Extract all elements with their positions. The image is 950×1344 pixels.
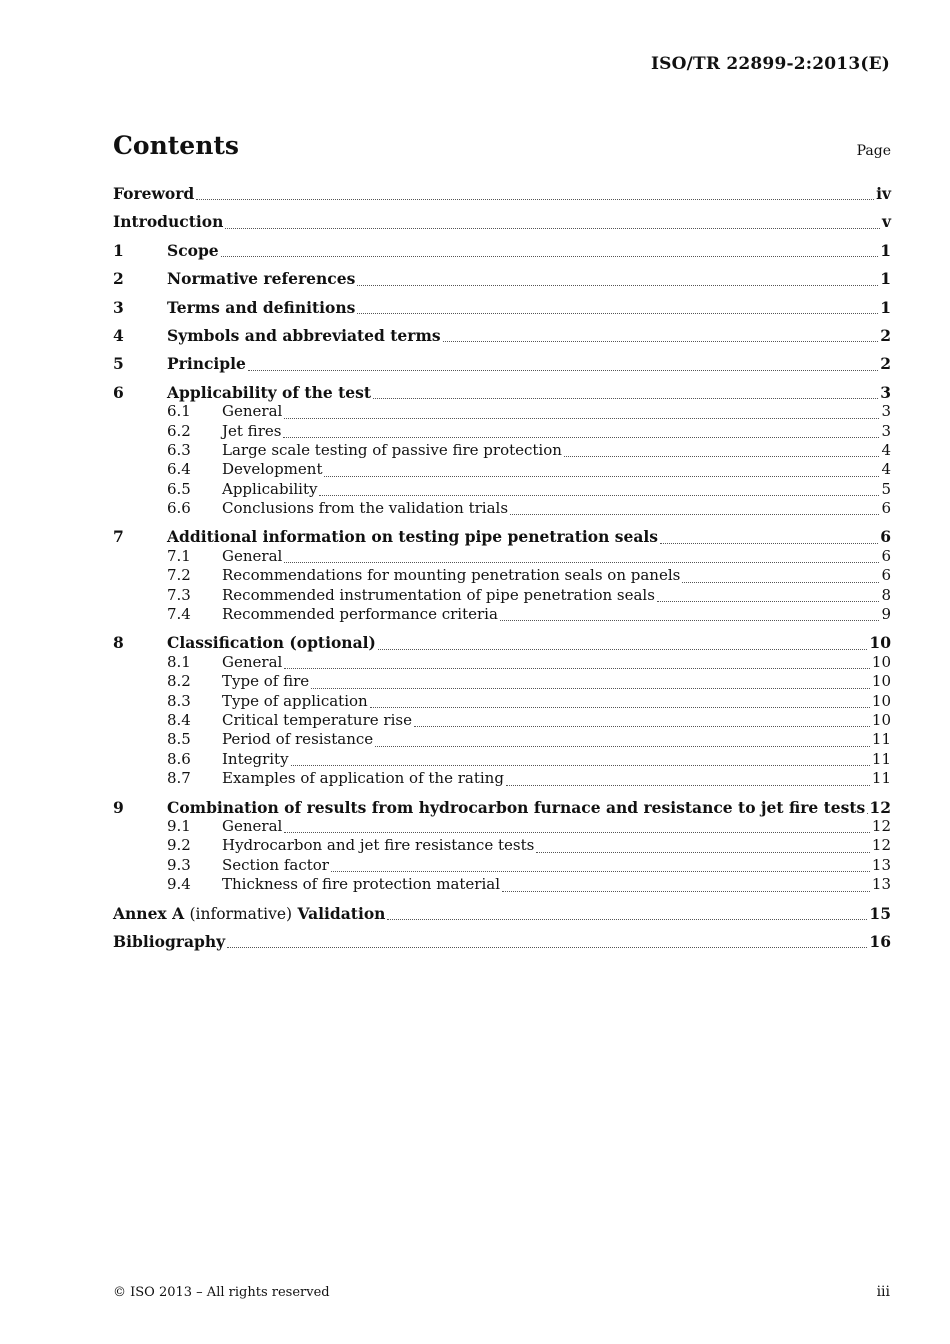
toc-subentry[interactable] — [113, 730, 891, 749]
toc-entry-title: Applicability — [222, 479, 318, 498]
dot-leader — [682, 581, 879, 583]
toc-entry-title: Terms and definitions — [167, 297, 356, 317]
toc-entry-title: Applicability of the test — [167, 382, 372, 402]
toc-entry-number: 6.1 — [167, 402, 191, 421]
toc-subentry[interactable] — [113, 836, 891, 855]
toc-entry-number: 2 — [113, 269, 124, 289]
contents-heading-row — [113, 131, 891, 165]
toc-subentry[interactable] — [113, 566, 891, 585]
toc-entry-number: 9.4 — [167, 875, 191, 894]
dot-leader — [373, 397, 878, 399]
toc-entry-title: Section factor — [222, 855, 329, 874]
toc-entry-page: 3 — [880, 382, 891, 402]
toc-entry-page: 15 — [869, 903, 891, 923]
dot-leader — [284, 561, 879, 563]
dot-leader — [375, 745, 870, 747]
dot-leader — [284, 417, 879, 419]
toc-entry-title: Symbols and abbreviated terms — [167, 325, 441, 345]
toc-entry[interactable] — [113, 212, 891, 231]
dot-leader — [284, 831, 870, 833]
toc-entry-number: 7.2 — [167, 566, 191, 585]
annex-title: Validation — [297, 903, 386, 923]
toc-entry-number: 3 — [113, 297, 124, 317]
toc-entry-title: Jet fires — [222, 421, 282, 440]
toc-entry-title: Large scale testing of passive fire protection — [222, 440, 562, 459]
toc-entry-number: 9.3 — [167, 855, 191, 874]
toc-entry-page: 3 — [881, 421, 891, 440]
table-of-contents — [113, 184, 891, 951]
dot-leader — [324, 475, 879, 477]
toc-entry-page: 10 — [869, 633, 891, 653]
toc-entry-title: Bibliography — [113, 931, 226, 951]
dot-leader — [225, 227, 880, 229]
toc-entry-page: 13 — [871, 855, 891, 874]
toc-entry[interactable] — [113, 798, 891, 817]
toc-subentry[interactable] — [113, 672, 891, 691]
toc-subentry[interactable] — [113, 750, 891, 769]
toc-entry-page: 10 — [871, 710, 891, 729]
dot-leader — [657, 600, 880, 602]
toc-entry-page: 1 — [880, 240, 891, 260]
toc-entry-page: 1 — [880, 269, 891, 289]
toc-entry[interactable] — [113, 904, 891, 923]
toc-entry-number: 9 — [113, 797, 124, 817]
toc-entry-number: 7 — [113, 527, 124, 547]
toc-entry-number: 6 — [113, 382, 124, 402]
dot-leader — [506, 784, 870, 786]
page-column-label: Page — [856, 143, 891, 159]
toc-entry-number: 6.2 — [167, 421, 191, 440]
toc-entry-page: 2 — [880, 354, 891, 374]
toc-entry-page: 16 — [869, 931, 891, 951]
toc-entry-page: 11 — [871, 769, 891, 788]
toc-entry-title: Recommended performance criteria — [222, 605, 498, 624]
toc-entry-page: 11 — [871, 730, 891, 749]
toc-entry-page: 11 — [871, 749, 891, 768]
dot-leader — [502, 890, 870, 892]
dot-leader — [660, 542, 878, 544]
toc-entry-title: Critical temperature rise — [222, 710, 412, 729]
toc-subentry[interactable] — [113, 817, 891, 836]
toc-entry-page: 8 — [881, 585, 891, 604]
dot-leader — [510, 513, 879, 515]
toc-entry-page: 6 — [881, 546, 891, 565]
toc-entry-title: Development — [222, 460, 323, 479]
toc-entry-title: Recommended instrumentation of pipe penetration seals — [222, 585, 655, 604]
toc-entry-title: Type of fire — [222, 672, 310, 691]
toc-subentry[interactable] — [113, 769, 891, 788]
toc-entry-title: General — [222, 546, 283, 565]
toc-entry-title: Normative references — [167, 269, 356, 289]
dot-leader — [291, 764, 870, 766]
toc-entry-page: iv — [876, 184, 891, 203]
toc-entry-page: 2 — [880, 325, 891, 345]
toc-entry-title: Conclusions from the validation trials — [222, 499, 509, 518]
toc-entry-number: 7.1 — [167, 546, 191, 565]
toc-entry-page: 6 — [881, 499, 891, 518]
toc-entry-title: Period of resistance — [222, 730, 374, 749]
toc-subentry[interactable] — [113, 441, 891, 460]
toc-subentry[interactable] — [113, 856, 891, 875]
toc-entry[interactable] — [113, 527, 891, 546]
page-number: iii — [876, 1284, 890, 1300]
toc-entry-title: Hydrocarbon and jet fire resistance tests — [222, 836, 535, 855]
dot-leader — [443, 340, 879, 342]
dot-leader — [536, 851, 870, 853]
toc-subentry[interactable] — [113, 605, 891, 624]
toc-subentry[interactable] — [113, 586, 891, 605]
toc-entry-number: 8.6 — [167, 749, 191, 768]
toc-entry-number: 9.2 — [167, 836, 191, 855]
toc-subentry[interactable] — [113, 711, 891, 730]
toc-entry-page: 6 — [881, 566, 891, 585]
dot-leader — [284, 667, 870, 669]
toc-subentry[interactable] — [113, 422, 891, 441]
toc-entry-page: 9 — [881, 605, 891, 624]
toc-entry-number: 6.3 — [167, 440, 191, 459]
contents-title: Contents — [113, 131, 240, 160]
toc-entry-page: 12 — [869, 797, 891, 817]
dot-leader — [283, 436, 879, 438]
toc-entry-title: Principle — [167, 354, 246, 374]
toc-subentry[interactable] — [113, 460, 891, 479]
toc-entry-page: 12 — [871, 836, 891, 855]
toc-subentry[interactable] — [113, 499, 891, 518]
toc-entry-number: 8.7 — [167, 769, 191, 788]
dot-leader — [357, 284, 878, 286]
toc-entry[interactable] — [113, 269, 891, 288]
toc-entry-title: Classification (optional) — [167, 633, 376, 653]
dot-leader — [319, 494, 879, 496]
toc-entry-title: General — [222, 402, 283, 421]
toc-entry-page: 12 — [871, 816, 891, 835]
toc-entry-number: 8 — [113, 633, 124, 653]
toc-entry-title: Additional information on testing pipe penetration seals — [167, 527, 659, 547]
dot-leader — [248, 369, 878, 371]
toc-entry[interactable] — [113, 298, 891, 317]
toc-entry-number: 1 — [113, 240, 124, 260]
toc-entry[interactable] — [113, 633, 891, 652]
toc-entry-page: 4 — [881, 440, 891, 459]
toc-entry-number: 8.5 — [167, 730, 191, 749]
toc-entry-title: General — [222, 816, 283, 835]
dot-leader — [414, 725, 870, 727]
toc-entry-page: 13 — [871, 875, 891, 894]
toc-entry-title: Thickness of fire protection material — [222, 875, 500, 894]
dot-leader — [196, 198, 874, 200]
toc-entry-page: 5 — [881, 479, 891, 498]
toc-entry-title: Introduction — [113, 212, 224, 232]
toc-entry-page: 3 — [881, 402, 891, 421]
toc-entry-number: 4 — [113, 325, 124, 345]
dot-leader — [387, 918, 867, 920]
toc-subentry[interactable] — [113, 653, 891, 672]
toc-entry-page: 10 — [871, 691, 891, 710]
toc-entry-number: 5 — [113, 354, 124, 374]
toc-entry-title: Combination of results from hydrocarbon furnace and resistance to jet fire tests — [167, 797, 866, 817]
toc-entry-page: 10 — [871, 652, 891, 671]
toc-entry-number: 6.5 — [167, 479, 191, 498]
toc-entry-number: 8.3 — [167, 691, 191, 710]
toc-subentry[interactable] — [113, 547, 891, 566]
annex-type: (informative) — [189, 904, 293, 923]
toc-entry-number: 6.4 — [167, 460, 191, 479]
dot-leader — [311, 687, 870, 689]
toc-subentry[interactable] — [113, 875, 891, 894]
toc-subentry[interactable] — [113, 692, 891, 711]
toc-entry-number: 8.2 — [167, 672, 191, 691]
toc-entry[interactable] — [113, 241, 891, 260]
toc-entry-title: Foreword — [113, 184, 195, 203]
toc-entry-number: 8.1 — [167, 652, 191, 671]
dot-leader — [357, 312, 878, 314]
dot-leader — [500, 619, 880, 621]
toc-entry-number: 9.1 — [167, 816, 191, 835]
toc-entry[interactable] — [113, 326, 891, 345]
toc-entry-page: 6 — [880, 527, 891, 547]
toc-entry-title: Scope — [167, 240, 219, 260]
copyright-notice: © ISO 2013 – All rights reserved — [113, 1285, 330, 1300]
annex-label: Annex A — [113, 903, 185, 923]
toc-entry[interactable] — [113, 184, 891, 203]
toc-entry-number: 8.4 — [167, 710, 191, 729]
toc-entry-page: 4 — [881, 460, 891, 479]
toc-entry-title: Type of application — [222, 691, 368, 710]
toc-entry-page: 10 — [871, 672, 891, 691]
toc-entry-title: Integrity — [222, 749, 289, 768]
dot-leader — [564, 455, 880, 457]
toc-entry-number: 7.3 — [167, 585, 191, 604]
document-id: ISO/TR 22899-2:2013(E) — [650, 54, 890, 74]
dot-leader — [221, 255, 879, 257]
dot-leader — [227, 946, 867, 948]
toc-entry-number: 7.4 — [167, 605, 191, 624]
toc-entry[interactable] — [113, 354, 891, 373]
toc-subentry[interactable] — [113, 480, 891, 499]
toc-entry-number: 6.6 — [167, 499, 191, 518]
toc-entry[interactable] — [113, 932, 891, 951]
dot-leader — [331, 870, 870, 872]
toc-subentry[interactable] — [113, 402, 891, 421]
toc-entry-page: v — [881, 212, 891, 232]
toc-entry[interactable] — [113, 383, 891, 402]
dot-leader — [370, 706, 870, 708]
dot-leader — [378, 648, 868, 650]
toc-entry-title: Examples of application of the rating — [222, 769, 504, 788]
toc-entry-page: 1 — [880, 297, 891, 317]
toc-entry-title — [113, 904, 385, 924]
toc-entry-title: General — [222, 652, 283, 671]
toc-entry-title: Recommendations for mounting penetration seals on panels — [222, 566, 681, 585]
